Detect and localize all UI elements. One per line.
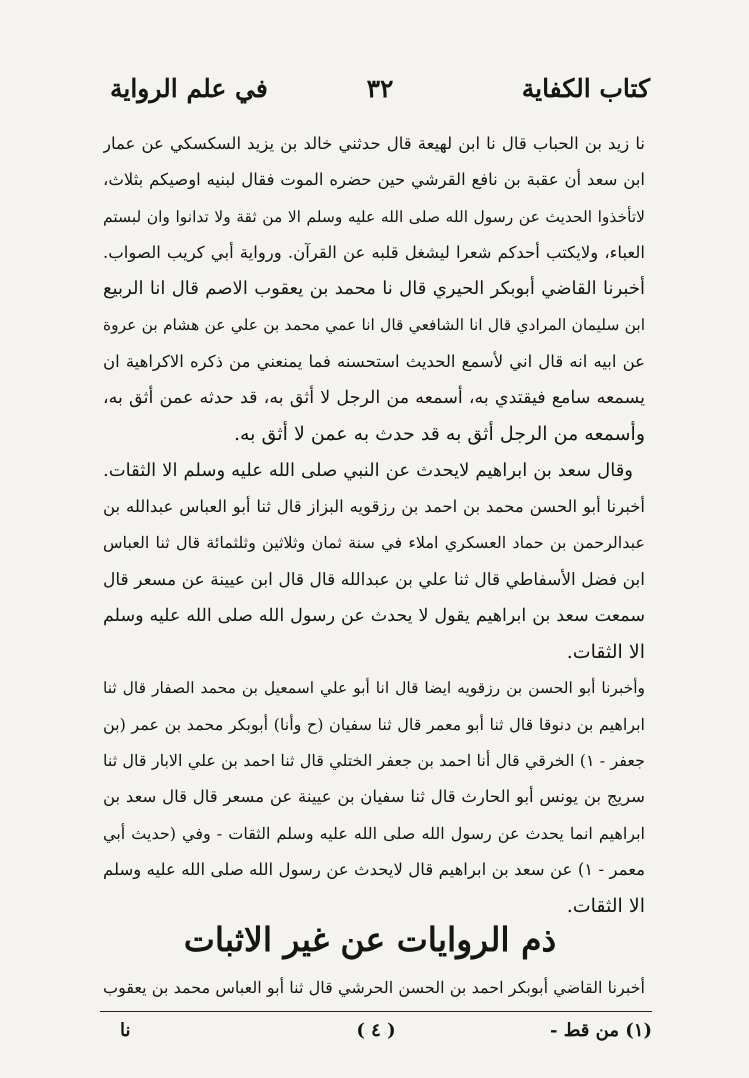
body-line: سريج بن يونس أبو الحارث قال ثنا سفيان بن عيينة عن مسعر قال قال سعد بن <box>103 787 645 807</box>
section-title: ذم الروايات عن غير الاثبات <box>183 920 557 959</box>
catchword: نا <box>120 1020 131 1041</box>
body-line: عن ابيه انه قال اني لأسمع الحديث استحسنه فما يمنعني من ذكره الاكراهية ان <box>103 351 645 371</box>
body-line: ابن فضل الأسفاطي قال ثنا علي بن عبدالله قال قال ابن عيينة عن مسعر قال <box>103 569 645 590</box>
body-line: الا الثقات. <box>566 895 645 918</box>
body-line: ابن سليمان المرادي قال انا الشافعي قال انا عمي محمد بن علي عن هشام بن عروة <box>103 316 645 335</box>
book-subtitle: في علم الرواية <box>110 74 268 103</box>
body-line: وأسمعه من الرجل أثق به قد حدث به عمن لا أثق به. <box>233 423 645 446</box>
body-line: الا الثقات. <box>566 641 645 664</box>
body-line: وقال سعد بن ابراهيم لايحدث عن النبي صلى الله عليه وسلم الا الثقات. <box>103 459 633 481</box>
body-line: جعفر - ١) الخرقي قال أنا احمد بن جعفر الختلي قال ثنا احمد بن علي الابار قال ثنا <box>103 751 645 771</box>
page-header <box>110 74 650 120</box>
body-line: لاتأخذوا الحديث عن رسول الله صلى الله عليه وسلم الا من ثقة ولا تدانوا وان لبستم <box>103 207 645 226</box>
body-line: وأخبرنا أبو الحسن بن رزقويه ايضا قال انا أبو علي اسمعيل بن محمد الصفار قال ثنا <box>103 679 645 698</box>
body-line: ابن سعد أن عقبة بن نافع القرشي حين حضره الموت فقال لبنيه اوصيكم بثلاث، <box>103 170 645 190</box>
signature-mark: ( ٤ ) <box>356 1020 396 1041</box>
book-title: كتاب الكفاية <box>521 74 650 103</box>
footnote: (١) من قط - <box>549 1020 652 1041</box>
body-line: أخبرنا أبو الحسن محمد بن احمد بن رزقويه البزاز قال ثنا أبو العباس عبدالله بن <box>103 496 645 516</box>
body-line: العباء، ولايكتب أحدكم شعرا ليشغل قلبه عن القرآن. ورواية أبي كريب الصواب. <box>103 242 645 262</box>
footnote-divider <box>100 1011 652 1012</box>
page-number: ٣٢ <box>366 74 394 103</box>
page-footer <box>100 1020 652 1050</box>
body-line: معمر - ١) عن سعد بن ابراهيم قال لايحدث عن رسول الله صلى الله عليه وسلم <box>103 859 645 879</box>
body-line: ابراهيم بن دنوقا قال ثنا أبو معمر قال ثنا سفيان (ح وأنا) أبوبكر محمد بن عمر (بن <box>103 714 645 734</box>
body-line: نا زيد بن الحباب قال نا ابن لهيعة قال حدثني خالد بن يزيد السكسكي عن عمار <box>103 134 645 153</box>
body-line-after-title: أخبرنا القاضي أبوبكر احمد بن الحسن الحرشي قال ثنا أبو العباس محمد بن يعقوب <box>103 978 645 997</box>
body-line: ابراهيم انما يحدث عن رسول الله صلى الله عليه وسلم الثقات - وفي (حديث أبي <box>103 823 645 843</box>
body-line: عبدالرحمن بن حماد العسكري املاء في سنة ثمان وثلاثين وثلثمائة قال ثنا العباس <box>103 533 645 553</box>
body-line: سمعت سعد بن ابراهيم يقول لا يحدث عن رسول الله صلى الله عليه وسلم <box>103 605 645 626</box>
body-line: أخبرنا القاضي أبوبكر الحيري قال نا محمد بن يعقوب الاصم قال انا الربيع <box>103 278 645 300</box>
body-line: يسمعه سامع فيقتدي به، أسمعه من الرجل لا أثق به، قد حدثه عمن أثق به، <box>103 388 645 409</box>
body-text <box>103 126 645 925</box>
